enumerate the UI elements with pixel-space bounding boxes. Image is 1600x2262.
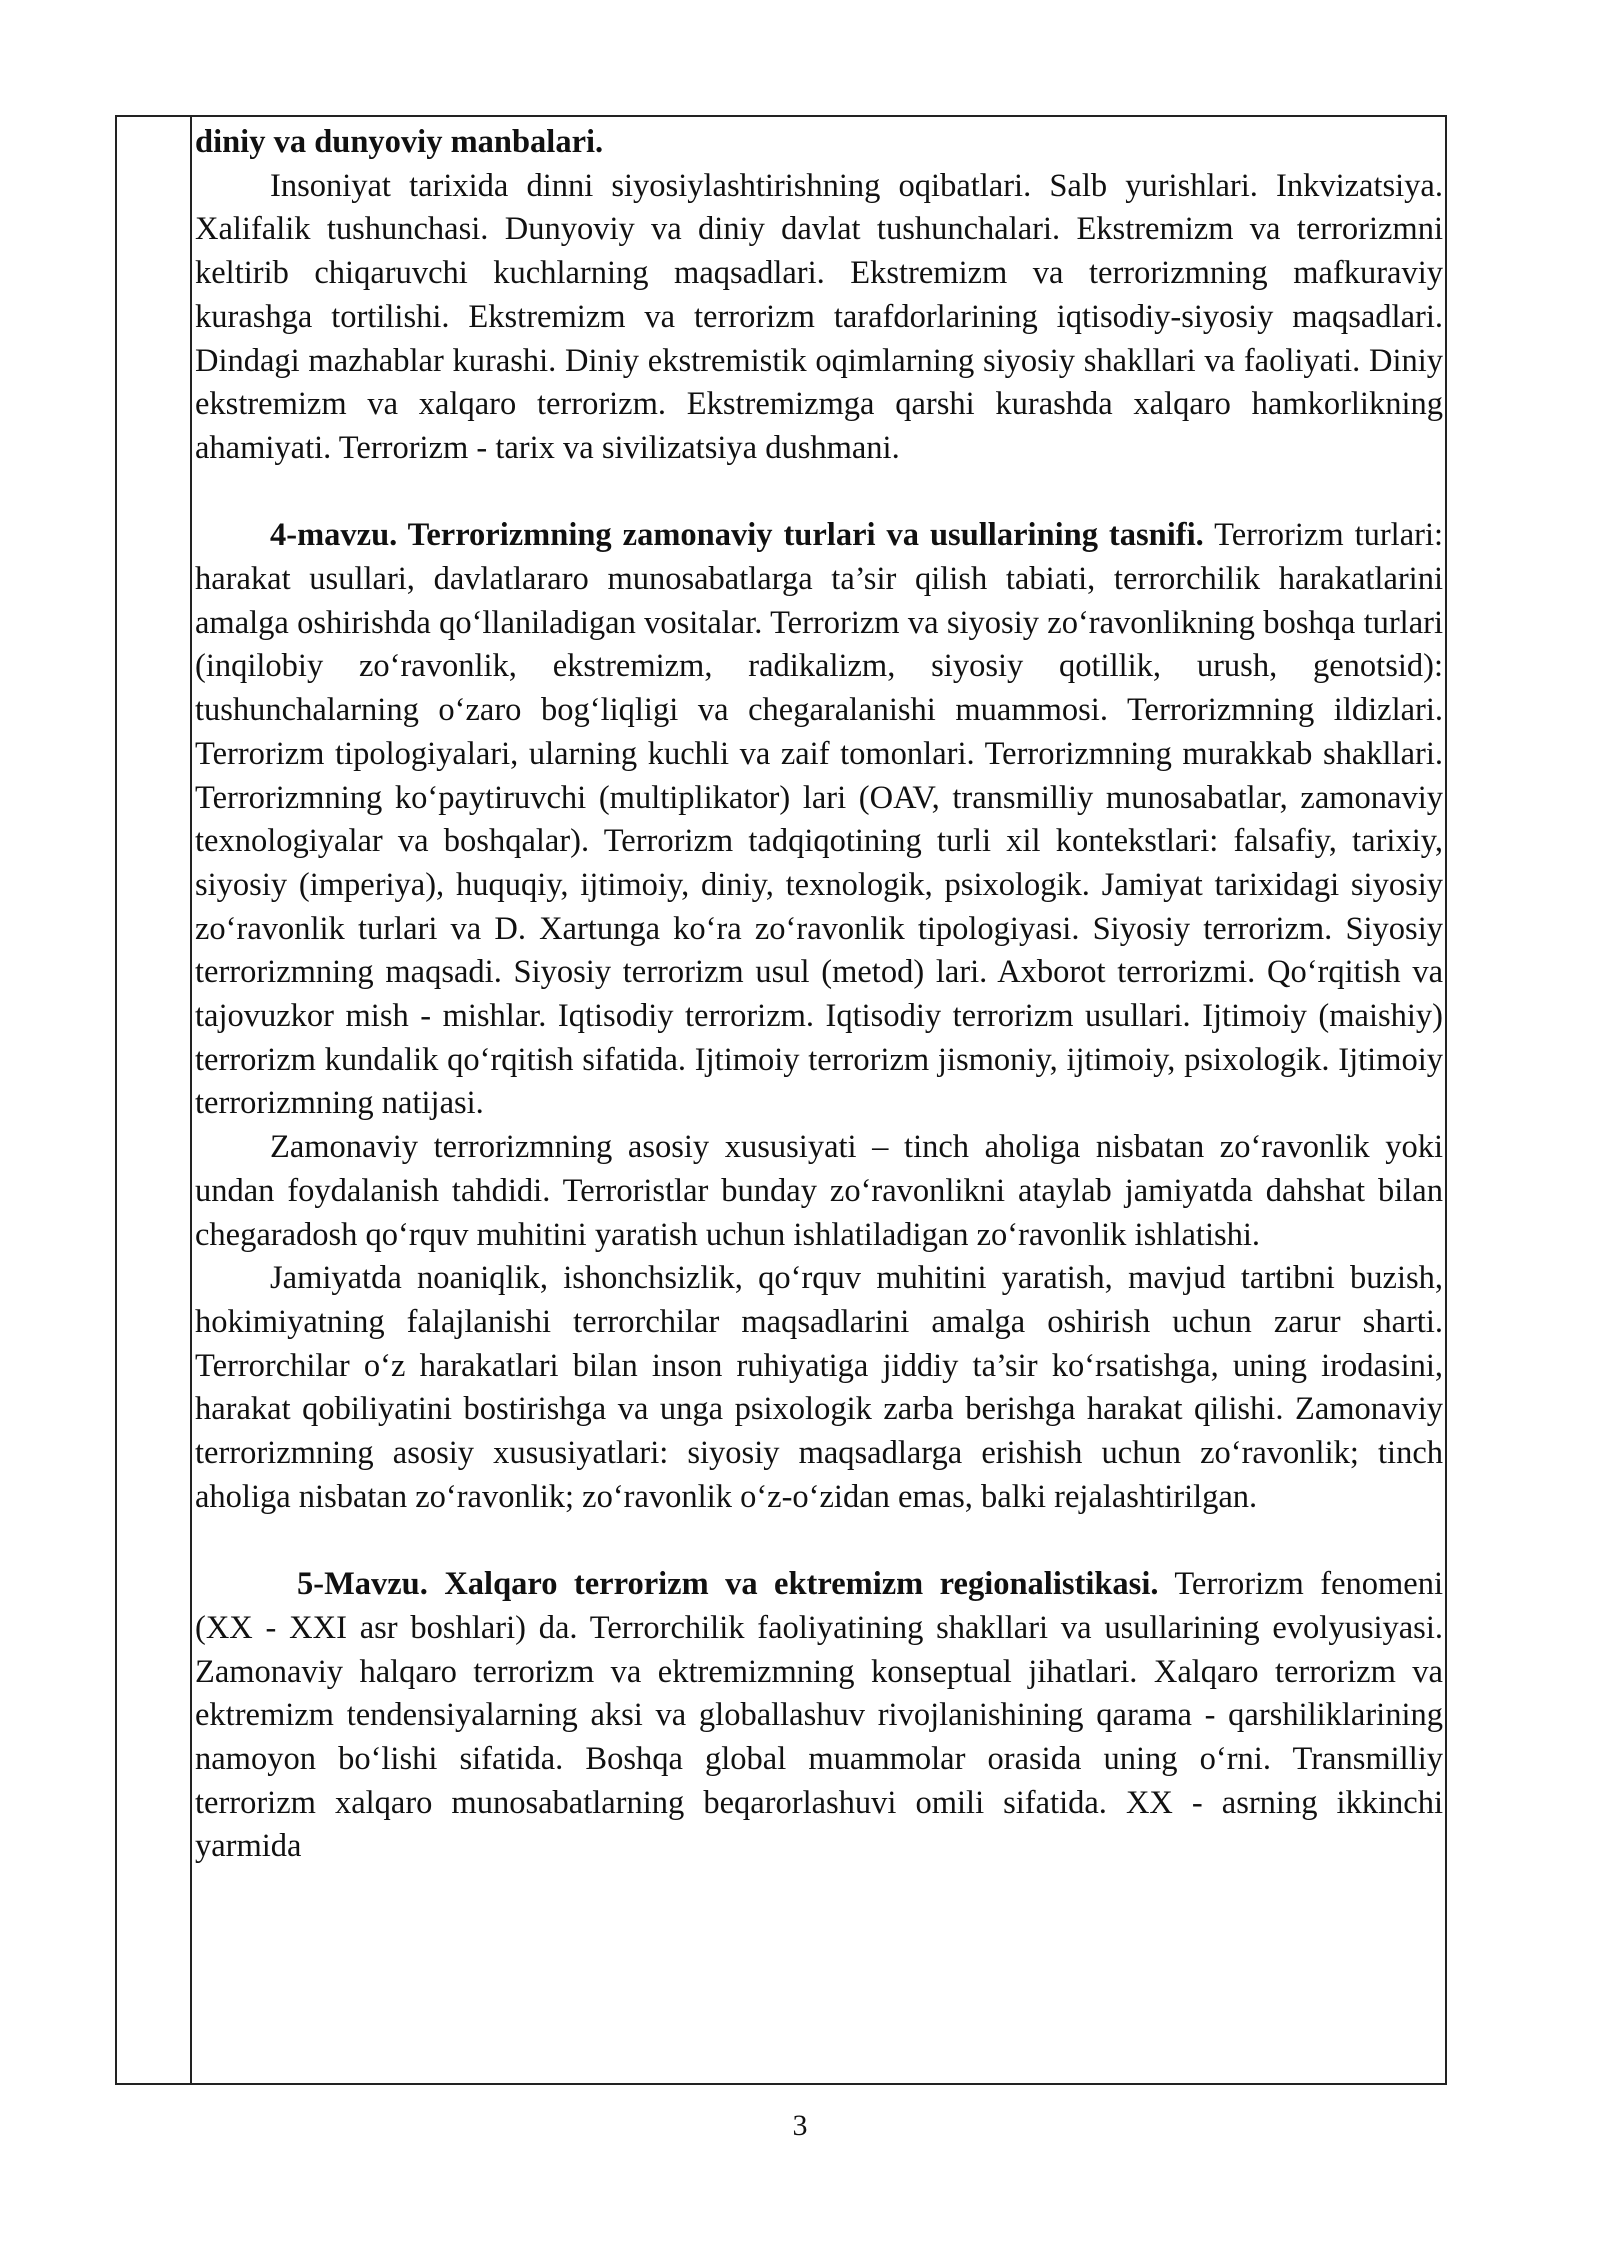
topic-5-body: Terrorizm fenomeni (XX - XXI asr boshlari) da. Terrorchilik faoliyatining shakllari va usullarining evolyusiyasi. Zamonaviy halqaro terrorizm va ektremizmning konseptual jihatlari. Xalqaro terrorizm va ektremizm tendensiyalarning aksi va globallashuv rivojlanishining qarama - qarshiliklarining namoyon bo‘lishi sifatida. Boshqa global muammolar orasida uning o‘rni. Transmilliy terrorizm xalqaro munosabatlarning beqarorlashuvi omili sifatida. XX - asrning ikkinchi yarmida xyxy=(195,1566,1443,1865)
paragraph-terrorist-goals: Jamiyatda noaniqlik, ishonchsizlik, qo‘rquv muhitini yaratish, mavjud tartibni buzish, hokimiyatning falajlanishi terrorchilar maqsadlarini amalga oshirish uchun zarur sharti. Terrorchilar o‘z harakatlari bilan inson ruhiyatiga jiddiy ta’sir ko‘rsatishga, uning irodasini, harakat qobiliyatini bostirishga va unga psixologik zarba berishga harakat qilishi. Zamonaviy terrorizmning asosiy xususiyatlari: siyosiy maqsadlarga erishish uchun zo‘ravonlik; tinch aholiga nisbatan zo‘ravonlik; zo‘ravonlik o‘z-o‘zidan emas, balki rejalashtirilgan. xyxy=(195,1260,1443,1515)
paragraph-religious-politicization: Insoniyat tarixida dinni siyosiylashtirishning oqibatlari. Salb yurishlari. Inkvizatsiya. Xalifalik tushunchasi. Dunyoviy va diniy davlat tushunchalari. Ekstremizm va terrorizmni keltirib chiqaruvchi kuchlarning maqsadlari. Ekstremizm va terrorizmning mafkuraviy kurashga tortilishi. Ekstremizm va terrorizm tarafdorlarining iqtisodiy-siyosiy maqsadlari. Dindagi mazhablar kurashi. Diniy ekstremistik oqimlarning siyosiy shakllari va faoliyati. Diniy ekstremizm va xalqaro terrorizm. Ekstremizmga qarshi kurashda xalqaro hamkorlikning ahamiyati. Terrorizm - tarix va sivilizatsiya dushmani. xyxy=(195,167,1443,466)
heading-continuation: diniy va dunyoviy manbalari. xyxy=(195,124,604,160)
topic-4-title: 4-mavzu. Terrorizmning zamonaviy turlari va usullarining tasnifi. xyxy=(270,517,1204,554)
table-left-column xyxy=(117,117,192,2083)
topic-4-paragraph xyxy=(195,514,1443,1126)
page-number: 3 xyxy=(792,2109,808,2142)
blank-line xyxy=(195,1519,1443,1563)
document-table xyxy=(115,115,1447,2085)
topic-5-title: 5-Mavzu. Xalqaro terrorizm va ektremizm regionalistikasi. xyxy=(297,1566,1159,1603)
topic-5-paragraph xyxy=(195,1563,1443,1869)
table-content-column xyxy=(192,117,1445,2083)
blank-line xyxy=(195,471,1443,515)
topic-4-body: Terrorizm turlari: harakat usullari, davlatlararo munosabatlarga ta’sir qilish tabiati, terrorchilik harakatlarini amalga oshirishda qo‘llaniladigan vositalar. Terrorizm va siyosiy zo‘ravonlikning boshqa turlari (inqilobiy zo‘ravonlik, ekstremizm, radikalizm, siyosiy qotillik, urush, genotsid): tushunchalarning o‘zaro bog‘liqligi va chegaralanishi muammosi. Terrorizmning ildizlari. Terrorizm tipologiyalari, ularning kuchli va zaif tomonlari. Terrorizmning murakkab shakllari. Terrorizmning ko‘paytiruvchi (multiplikator) lari (OAV, transmilliy munosabatlar, zamonaviy texnologiyalar va boshqalar). Terrorizm tadqiqotining turli xil kontekstlari: falsafiy, tarixiy, siyosiy (imperiya), huquqiy, ijtimoiy, diniy, texnologik, psixologik. Jamiyat tarixidagi siyosiy zo‘ravonlik turlari va D. Xartunga ko‘ra zo‘ravonlik tipologiyasi. Siyosiy terrorizm. Siyosiy terrorizmning maqsadi. Siyosiy terrorizm usul (metod) lari. Axborot terrorizmi. Qo‘rqitish va tajovuzkor mish - mishlar. Iqtisodiy terrorizm. Iqtisodiy terrorizm usullari. Ijtimoiy (maishiy) terrorizm kundalik qo‘rqitish sifatida. Ijtimoiy terrorizm jismoniy, ijtimoiy, psixologik. Ijtimoiy terrorizmning natijasi. xyxy=(195,517,1444,1122)
paragraph-modern-terrorism-feature: Zamonaviy terrorizmning asosiy xususiyati – tinch aholiga nisbatan zo‘ravonlik yoki undan foydalanish tahdidi. Terroristlar bunday zo‘ravonlikni ataylab jamiyatda dahshat bilan chegaradosh qo‘rquv muhitini yaratish uchun ishlatiladigan zo‘ravonlik ishlatishi. xyxy=(195,1129,1443,1253)
